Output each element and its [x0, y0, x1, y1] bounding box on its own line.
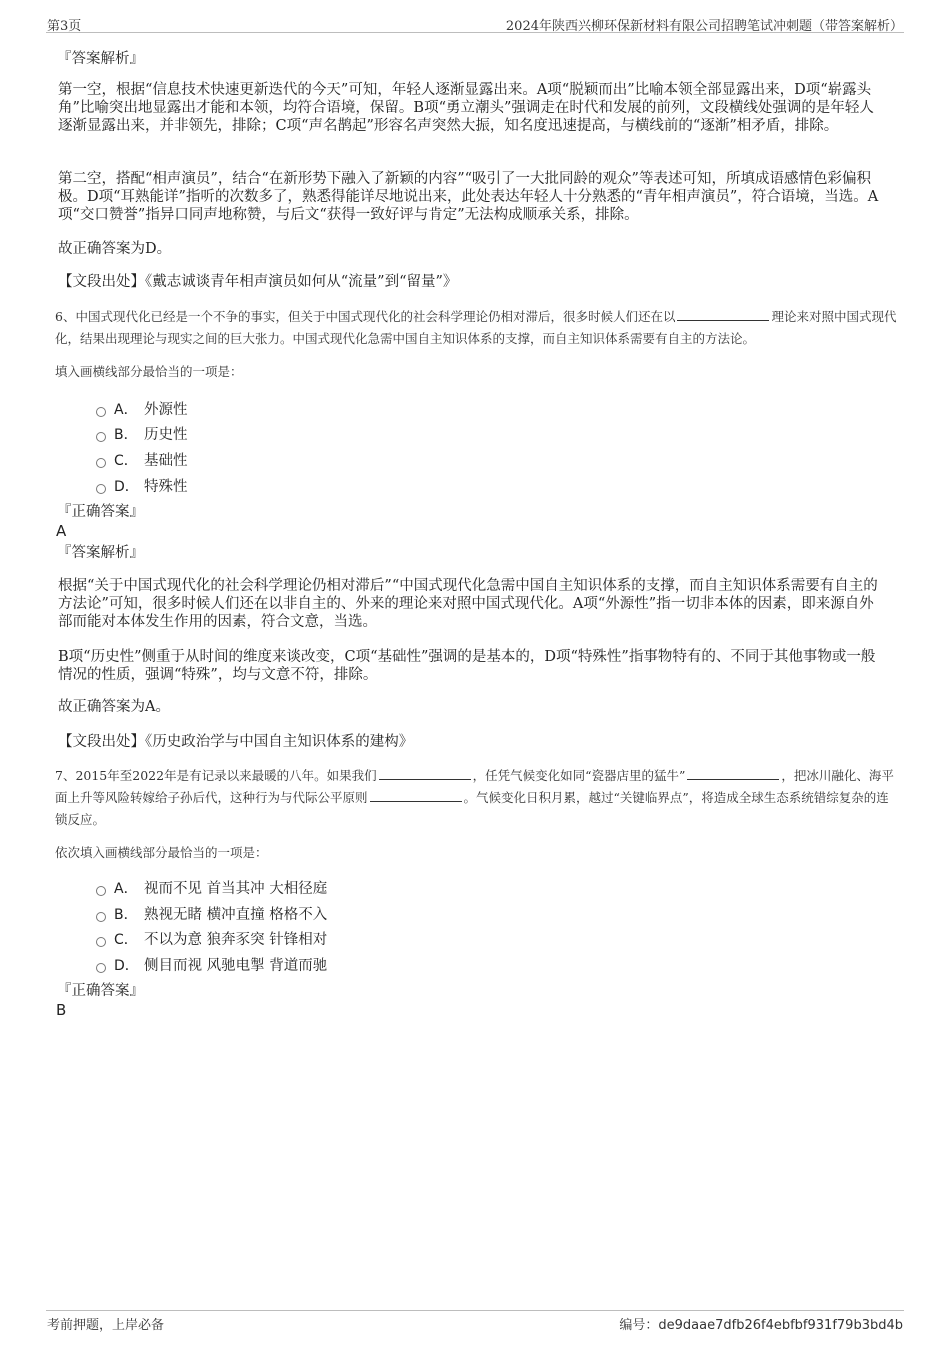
option-text: 历史性: [144, 427, 188, 443]
radio-icon[interactable]: [96, 407, 106, 417]
footer-slogan: 考前押题，上岸必备: [47, 1318, 165, 1333]
option-text: 不以为意 狼奔豕突 针锋相对: [144, 932, 328, 948]
option-c[interactable]: [96, 928, 327, 949]
option-text: 侧目而视 风驰电掣 背道而驰: [144, 958, 328, 974]
radio-icon[interactable]: [96, 458, 106, 468]
fill-blank: [379, 767, 471, 780]
radio-icon[interactable]: [96, 937, 106, 947]
option-letter: A．: [114, 880, 138, 897]
option-a[interactable]: [96, 877, 327, 898]
conclusion: 故正确答案为D。: [58, 241, 172, 257]
option-b[interactable]: [96, 903, 327, 924]
radio-icon[interactable]: [96, 963, 106, 973]
correct-answer-title: 『正确答案』: [57, 504, 144, 520]
document-code: [619, 1314, 903, 1333]
fill-blank: [370, 789, 462, 802]
radio-icon[interactable]: [96, 912, 106, 922]
correct-answer: B: [56, 1001, 67, 1019]
conclusion: 故正确答案为A。: [58, 699, 170, 715]
option-text: 外源性: [144, 402, 188, 418]
question-text-part: 理论来对照中国式现代化，结果出现理论与现实之间的巨大张力。中国式现代化急需中国自主知识体系的支撑，而自主知识体系需要有自主的方法论。: [55, 309, 897, 346]
fill-blank: [687, 767, 779, 780]
analysis-paragraph: 根据“关于中国式现代化的社会科学理论仍相对滞后”“中国式现代化急需中国自主知识体系的支撑，而自主知识体系需要有自主的方法论”可知，很多时候人们还在以非自主的、外来的理论来对照中国式现代化。A项“外源性”指一切非本体的因素，即来源自外部而能对本体发生作用的因素，符合文意，当选。: [58, 578, 878, 630]
option-d[interactable]: [96, 954, 327, 975]
option-letter: C．: [114, 452, 138, 469]
radio-icon[interactable]: [96, 886, 106, 896]
option-letter: D．: [114, 478, 139, 495]
option-c[interactable]: [96, 449, 188, 470]
option-letter: B．: [114, 426, 138, 443]
question-text-part: 7、2015年至2022年是有记录以来最暖的八年。如果我们: [55, 768, 377, 783]
question-text-part: ，把冰川融化、海平面上升等风险转嫁给子孙后代，这种行为与代际公平原则: [55, 768, 894, 805]
source-citation: 【文段出处】《戴志诚谈青年相声演员如何从“流量”到“留量”》: [58, 274, 458, 290]
option-text: 熟视无睹 横冲直撞 格格不入: [144, 907, 328, 923]
document-title: 2024年陕西兴柳环保新材料有限公司招聘笔试冲刺题（带答案解析）: [505, 19, 903, 34]
question-text-part: 6、中国式现代化已经是一个不争的事实，但关于中国式现代化的社会科学理论仍相对滞后，很多时候人们还在以: [55, 309, 676, 324]
correct-answer: A: [56, 522, 67, 540]
footer-divider: [46, 1310, 904, 1311]
option-text: 基础性: [144, 453, 188, 469]
analysis-title: 『答案解析』: [57, 545, 144, 561]
fill-blank: [677, 308, 769, 321]
code-value: de9daae7dfb26f4ebfbf931f79b3bd4b: [658, 1318, 903, 1333]
question-prompt: 填入画横线部分最恰当的一项是：: [55, 364, 243, 379]
option-letter: C．: [114, 931, 138, 948]
question-text: [55, 306, 897, 350]
source-citation: 【文段出处】《历史政治学与中国自主知识体系的建构》: [58, 734, 414, 750]
question-text-part: 。气候变化日积月累，越过“关键临界点”，将造成全球生态系统错综复杂的连锁反应。: [55, 790, 889, 827]
analysis-paragraph: B项“历史性”侧重于从时间的维度来谈改变，C项“基础性”强调的是基本的，D项“特殊性”指事物特有的、不同于其他事物或一般情况的性质，强调“特殊”，均与文意不符，排除。: [58, 649, 876, 683]
option-a[interactable]: [96, 398, 188, 419]
code-label: 编号：: [619, 1318, 659, 1333]
correct-answer-title: 『正确答案』: [57, 983, 144, 999]
question-prompt: 依次填入画横线部分最恰当的一项是：: [55, 845, 268, 860]
option-letter: D．: [114, 957, 139, 974]
page-number: 第3页: [47, 19, 82, 34]
analysis-paragraph: 第二空，搭配“相声演员”，结合“在新形势下融入了新颖的内容”“吸引了一大批同龄的观众”等表述可知，所填成语感情色彩偏积极。D项“耳熟能详”指听的次数多了，熟悉得能详尽地说出来，此处表达年轻人十分熟悉的“青年相声演员”，符合语境，当选。A项“交口赞誉”指异口同声地称赞，与后文“获得一致好评与肯定”无法构成顺承关系，排除。: [58, 171, 879, 223]
option-b[interactable]: [96, 423, 188, 444]
radio-icon[interactable]: [96, 432, 106, 442]
option-text: 视而不见 首当其冲 大相径庭: [144, 881, 328, 897]
option-text: 特殊性: [144, 479, 188, 495]
radio-icon[interactable]: [96, 484, 106, 494]
option-letter: A．: [114, 401, 138, 418]
header-divider: [46, 32, 904, 33]
question-text: [55, 765, 897, 831]
option-d[interactable]: [96, 475, 188, 496]
analysis-title: 『答案解析』: [57, 51, 144, 67]
option-letter: B．: [114, 906, 138, 923]
question-text-part: ，任凭气候变化如同“瓷器店里的猛牛”: [472, 768, 686, 783]
analysis-paragraph: 第一空，根据“信息技术快速更新迭代的今天”可知，年轻人逐渐显露出来。A项“脱颖而出”比喻本领全部显露出来，D项“崭露头角”比喻突出地显露出才能和本领，均符合语境，保留。B项“勇立潮头”强调走在时代和发展的前列，文段横线处强调的是年轻人逐渐显露出来，并非领先，排除；C项“声名鹊起”形容名声突然大振，知名度迅速提高，与横线前的“逐渐”相矛盾，排除。: [58, 82, 874, 134]
